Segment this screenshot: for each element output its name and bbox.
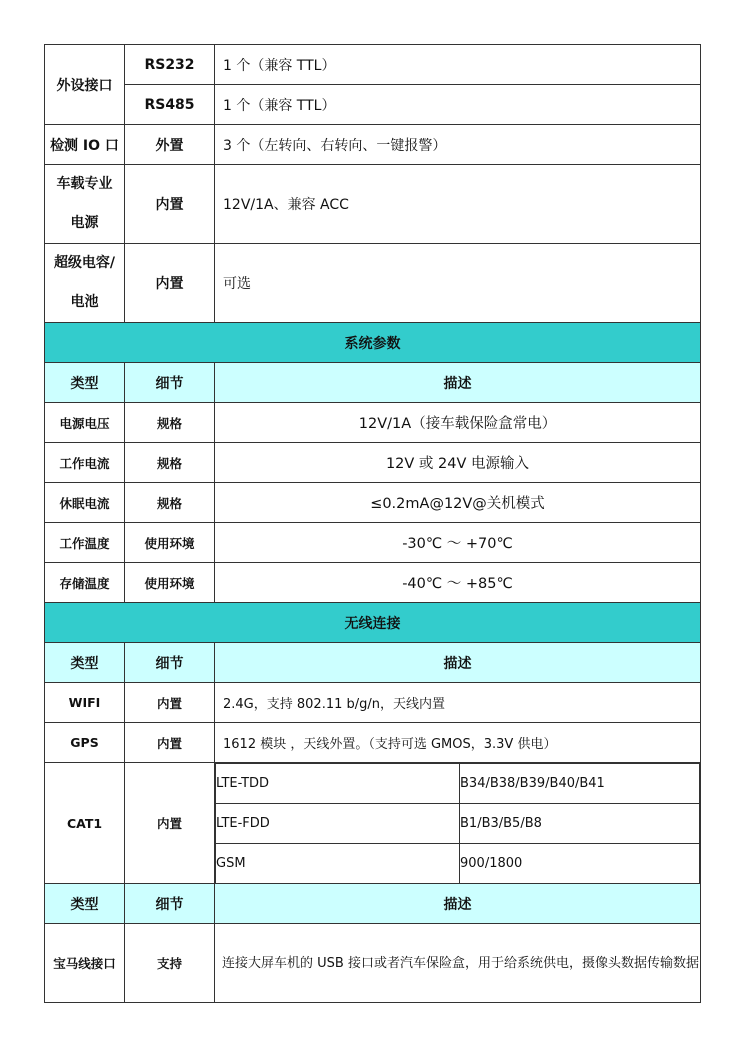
system-params-title: 系统参数 bbox=[45, 323, 701, 363]
param-desc: -40℃ ～ +85℃ bbox=[215, 563, 701, 603]
cat1-bands-table bbox=[215, 763, 700, 883]
wireless-header-detail: 细节 bbox=[125, 643, 215, 683]
detect-io-desc: 3 个（左转向、右转向、一键报警） bbox=[215, 125, 701, 165]
band-row bbox=[216, 804, 700, 844]
gps-type: GPS bbox=[45, 723, 125, 763]
table-row bbox=[45, 403, 701, 443]
param-detail: 规格 bbox=[125, 483, 215, 523]
band-value: B34/B38/B39/B40/B41 bbox=[460, 764, 700, 804]
band-row bbox=[216, 764, 700, 804]
param-desc: ≤0.2mA@12V@关机模式 bbox=[215, 483, 701, 523]
param-detail: 使用环境 bbox=[125, 523, 215, 563]
cat1-type: CAT1 bbox=[45, 763, 125, 884]
table-row bbox=[45, 523, 701, 563]
vehicle-power-label-line1: 车载专业 bbox=[56, 176, 113, 192]
detect-io-label: 检测 IO 口 bbox=[45, 125, 125, 165]
table-row bbox=[45, 683, 701, 723]
bmw-desc: 连接大屏车机的 USB 接口或者汽车保险盒，用于给系统供电，摄像头数据传输数据 bbox=[215, 924, 701, 1003]
vehicle-power-desc: 12V/1A、兼容 ACC bbox=[215, 165, 701, 244]
bmw-detail: 支持 bbox=[125, 924, 215, 1003]
param-desc: 12V/1A（接车载保险盒常电） bbox=[215, 403, 701, 443]
wireless-title: 无线连接 bbox=[45, 603, 701, 643]
wifi-detail: 内置 bbox=[125, 683, 215, 723]
gps-detail: 内置 bbox=[125, 723, 215, 763]
supercap-label-line1: 超级电容/ bbox=[53, 255, 116, 271]
table-row bbox=[45, 483, 701, 523]
band-value: 900/1800 bbox=[460, 844, 700, 884]
rs232-desc: 1 个（兼容 TTL） bbox=[215, 45, 701, 85]
system-params-header-type: 类型 bbox=[45, 363, 125, 403]
table-row bbox=[45, 763, 701, 884]
wireless-header-desc: 描述 bbox=[215, 643, 701, 683]
band-mode: LTE-TDD bbox=[216, 764, 460, 804]
spec-table bbox=[44, 44, 701, 1003]
param-detail: 使用环境 bbox=[125, 563, 215, 603]
param-type: 工作电流 bbox=[45, 443, 125, 483]
system-params-header-desc: 描述 bbox=[215, 363, 701, 403]
vehicle-power-label bbox=[45, 165, 125, 244]
vehicle-power-detail: 内置 bbox=[125, 165, 215, 244]
rs485-name: RS485 bbox=[125, 85, 215, 125]
table-row bbox=[45, 723, 701, 763]
detect-io-detail: 外置 bbox=[125, 125, 215, 165]
extra-header-desc: 描述 bbox=[215, 884, 701, 924]
param-type: 工作温度 bbox=[45, 523, 125, 563]
system-params-header-detail: 细节 bbox=[125, 363, 215, 403]
supercap-label-line2: 电池 bbox=[70, 294, 99, 310]
param-detail: 规格 bbox=[125, 443, 215, 483]
vehicle-power-label-line2: 电源 bbox=[70, 215, 99, 231]
param-type: 休眠电流 bbox=[45, 483, 125, 523]
supercap-desc: 可选 bbox=[215, 244, 701, 323]
cat1-bands-cell bbox=[215, 763, 701, 884]
extra-header-detail: 细节 bbox=[125, 884, 215, 924]
bmw-type: 宝马线接口 bbox=[45, 924, 125, 1003]
wifi-type: WIFI bbox=[45, 683, 125, 723]
wireless-header-type: 类型 bbox=[45, 643, 125, 683]
table-row bbox=[45, 924, 701, 1003]
band-mode: GSM bbox=[216, 844, 460, 884]
cat1-detail: 内置 bbox=[125, 763, 215, 884]
table-row bbox=[45, 443, 701, 483]
param-detail: 规格 bbox=[125, 403, 215, 443]
extra-header-type: 类型 bbox=[45, 884, 125, 924]
param-desc: -30℃ ～ +70℃ bbox=[215, 523, 701, 563]
gps-desc: 1612 模块 ，天线外置。（支持可选 GMOS，3.3V 供电） bbox=[215, 723, 701, 763]
rs232-name: RS232 bbox=[125, 45, 215, 85]
param-type: 电源电压 bbox=[45, 403, 125, 443]
band-value: B1/B3/B5/B8 bbox=[460, 804, 700, 844]
band-row bbox=[216, 844, 700, 884]
peripheral-label: 外设接口 bbox=[45, 45, 125, 125]
band-mode: LTE-FDD bbox=[216, 804, 460, 844]
table-row bbox=[45, 563, 701, 603]
wifi-desc: 2.4G，支持 802.11 b/g/n，天线内置 bbox=[215, 683, 701, 723]
supercap-label bbox=[45, 244, 125, 323]
rs485-desc: 1 个（兼容 TTL） bbox=[215, 85, 701, 125]
supercap-detail: 内置 bbox=[125, 244, 215, 323]
param-type: 存储温度 bbox=[45, 563, 125, 603]
param-desc: 12V 或 24V 电源输入 bbox=[215, 443, 701, 483]
